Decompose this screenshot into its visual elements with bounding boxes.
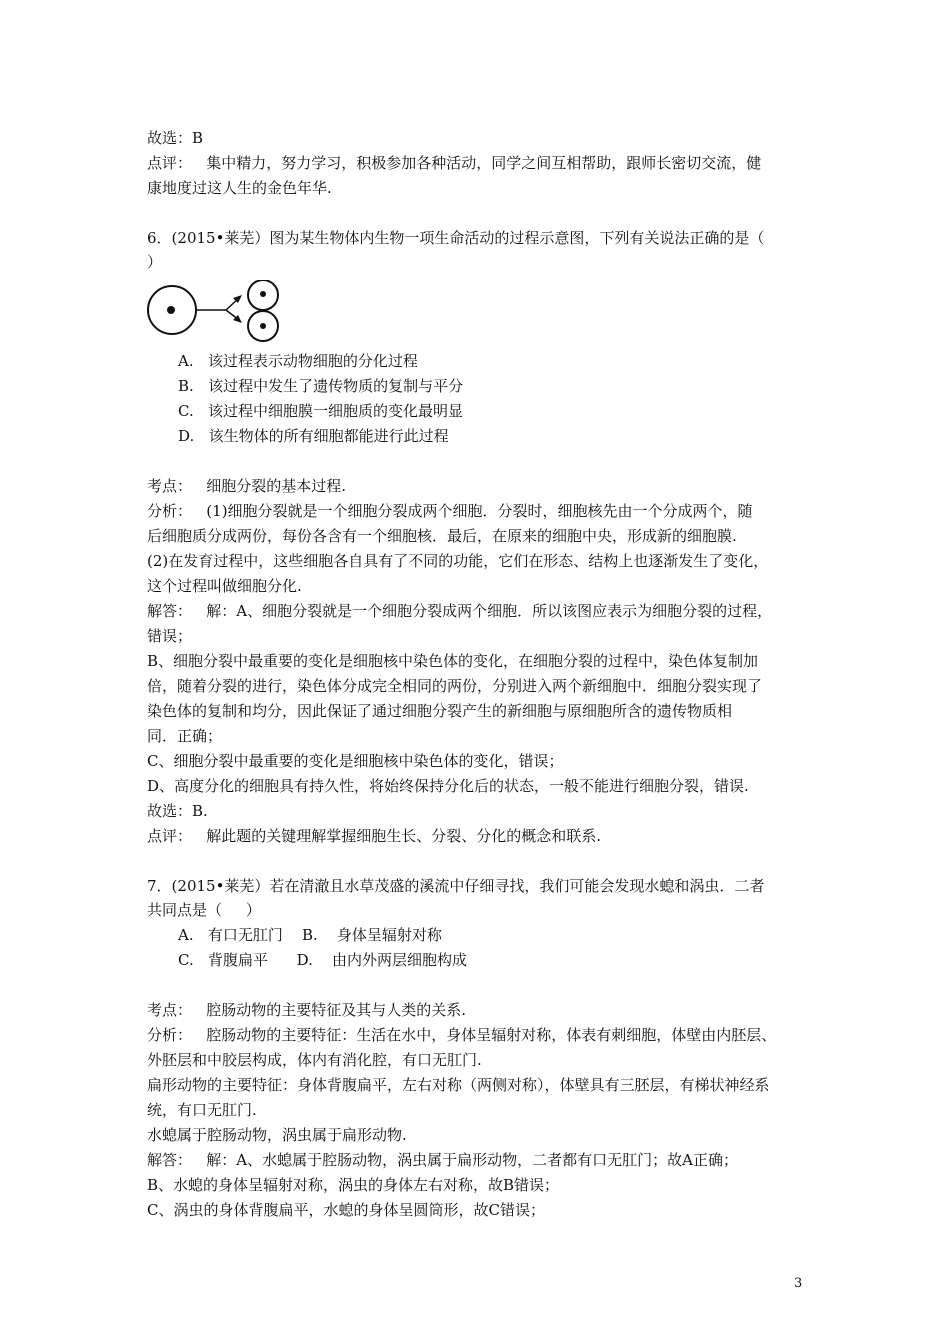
q7-solution-1: 解答： 解：A、水螅属于腔肠动物，涡虫属于扁形动物，二者都有口无肛门；故A正确； — [147, 1151, 738, 1169]
q7-kaodian: 考点： 腔肠动物的主要特征及其与人类的关系. — [147, 1001, 467, 1019]
q7-analysis-2: 外胚层和中胶层构成，体内有消化腔，有口无肛门. — [147, 1051, 482, 1069]
q7-options-row1: A. 有口无肛门 B. 身体呈辐射对称 — [178, 926, 442, 944]
q7-stem-line1: 7．(2015•莱芜）若在清澈且水草茂盛的溪流中仔细寻找，我们可能会发现水螅和涡虫．二者 — [147, 877, 765, 895]
q6-solution-4: 倍，随着分裂的进行，染色体分成完全相同的两份，分别进入两个新细胞中．细胞分裂实现了 — [147, 677, 763, 695]
q6-analysis-2: 后细胞质分成两份，每份各含有一个细胞核．最后，在原来的细胞中央，形成新的细胞膜. — [147, 527, 737, 545]
q7-analysis-3: 扁形动物的主要特征：身体背腹扁平，左右对称（两侧对称），体壁具有三胚层，有梯状神经系 — [147, 1076, 770, 1094]
q6-solution-7: C、细胞分裂中最重要的变化是细胞核中染色体的变化，错误； — [147, 752, 564, 770]
page-number: 3 — [794, 1276, 803, 1291]
q6-option-c: C. 该过程中细胞膜一细胞质的变化最明显 — [178, 402, 464, 420]
q7-solution-2: B、水螅的身体呈辐射对称，涡虫的身体左右对称，故B错误； — [147, 1176, 560, 1194]
q7-solution-3: C、涡虫的身体背腹扁平，水螅的身体呈圆筒形，故C错误； — [147, 1201, 545, 1219]
q5-answer: 故选：B — [147, 129, 204, 147]
q7-options-row2: C. 背腹扁平 D. 由内外两层细胞构成 — [178, 951, 467, 969]
daughter-nucleus-top — [260, 291, 266, 297]
q6-option-d: D. 该生物体的所有细胞都能进行此过程 — [178, 427, 449, 445]
q6-stem-line1: 6．(2015•莱芜）图为某生物体内生物一项生命活动的过程示意图，下列有关说法正确的是（ — [147, 229, 765, 247]
q5-comment-line2: 康地度过这人生的金色年华. — [147, 179, 332, 197]
q7-analysis-5: 水螅属于腔肠动物，涡虫属于扁形动物. — [147, 1126, 407, 1144]
q6-analysis-3: (2)在发育过程中，这些细胞各自具有了不同的功能，它们在形态、结构上也逐渐发生了变化， — [147, 552, 769, 570]
q6-solution-3: B、细胞分裂中最重要的变化是细胞核中染色体的变化，在细胞分裂的过程中，染色体复制加 — [147, 652, 759, 670]
q7-analysis-4: 统，有口无肛门. — [147, 1101, 257, 1119]
q6-analysis-4: 这个过程叫做细胞分化. — [147, 577, 302, 595]
q6-option-b: B. 该过程中发生了遗传物质的复制与平分 — [178, 377, 464, 395]
q6-option-a: A. 该过程表示动物细胞的分化过程 — [178, 352, 418, 370]
q6-stem-line2: ） — [147, 253, 163, 271]
q6-solution-2: 错误； — [147, 627, 193, 645]
q7-analysis-1: 分析： 腔肠动物的主要特征：生活在水中，身体呈辐射对称，体表有刺细胞，体壁由内胚层、 — [147, 1026, 777, 1044]
cell-division-diagram — [146, 280, 286, 346]
q6-solution-1: 解答： 解：A、细胞分裂就是一个细胞分裂成两个细胞．所以该图应表示为细胞分裂的过程， — [147, 602, 773, 620]
q6-analysis-1: 分析： (1)细胞分裂就是一个细胞分裂成两个细胞．分裂时，细胞核先由一个分成两个，随 — [147, 502, 753, 520]
q5-comment-line1: 点评： 集中精力，努力学习，积极参加各种活动，同学之间互相帮助，跟师长密切交流，健 — [147, 154, 762, 172]
q6-solution-8: D、高度分化的细胞具有持久性，将始终保持分化后的状态，一般不能进行细胞分裂，错误. — [147, 777, 749, 795]
daughter-nucleus-bottom — [260, 323, 266, 329]
q6-solution-6: 同．正确； — [147, 727, 223, 745]
q7-stem-line2: 共同点是（ ） — [147, 901, 261, 919]
q6-kaodian: 考点： 细胞分裂的基本过程. — [147, 477, 347, 495]
q6-solution-5: 染色体的复制和均分，因此保证了通过细胞分裂产生的新细胞与原细胞所含的遗传物质相 — [147, 702, 733, 720]
q6-comment: 点评： 解此题的关键理解掌握细胞生长、分裂、分化的概念和联系. — [147, 827, 602, 845]
q6-solution-9: 故选：B. — [147, 802, 208, 820]
parent-nucleus — [167, 306, 175, 314]
